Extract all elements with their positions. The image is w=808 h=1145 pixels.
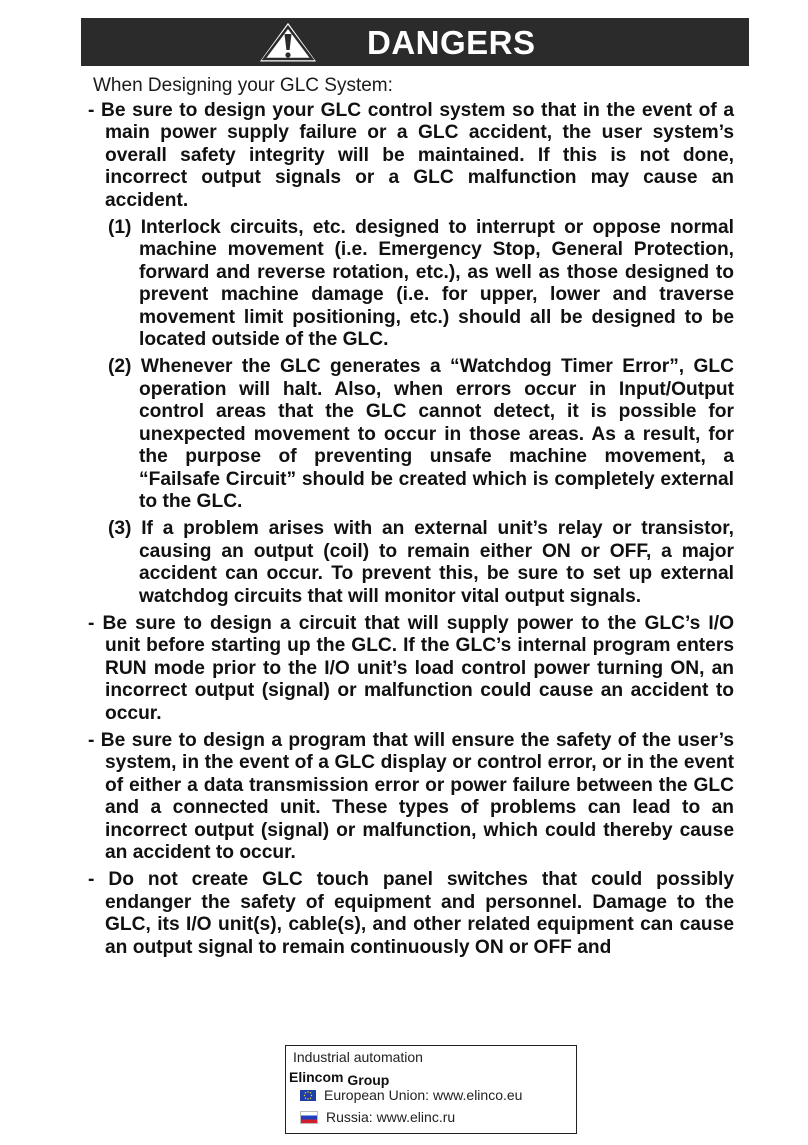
section-intro: When Designing your GLC System: (93, 75, 393, 96)
stamp-eu-link: European Union: www.elinco.eu (324, 1087, 523, 1103)
danger-item-interlock: (1) Interlock circuits, etc. designed to interrupt or oppose normal machine movement (i.e. Emergency Stop, General Protection, forward and reverse rotation, etc.), as well as those designed to prevent machine damage (i.e. for upper, lower and traverse movement limit positioning, etc.) should all be designed to be located outside of the GLC. (108, 217, 734, 351)
stamp-group: Group (347, 1072, 390, 1088)
stamp-ru-row (300, 1109, 455, 1125)
page-title: DANGERS (367, 24, 536, 61)
dangers-list (88, 100, 734, 964)
warning-triangle-icon (257, 20, 319, 64)
distributor-stamp (285, 1045, 577, 1134)
danger-bullet-power-failure: - Be sure to design your GLC control system so that in the event of a main power supply failure or a GLC accident, the user system’s overall safety integrity will be maintained. If this is not done, incorrect output signals or a GLC malfunction may cause an accident. (88, 100, 734, 211)
dangers-banner (81, 18, 749, 66)
danger-bullet-io-power: - Be sure to design a circuit that will supply power to the GLC’s I/O unit before starting up the GLC. If the GLC’s internal program enters RUN mode prior to the I/O unit’s load control power turning ON, an incorrect output (signal) or malfunction could cause an accident to occur. (88, 612, 734, 724)
stamp-eu-row (300, 1087, 522, 1103)
stamp-ru-link: Russia: www.elinc.ru (326, 1109, 456, 1125)
stamp-tagline: Industrial automation (293, 1049, 423, 1065)
danger-item-watchdog: (2) Whenever the GLC generates a “Watchdog Timer Error”, GLC operation will halt. Also, when errors occur in Input/Output control areas that the GLC cannot detect, it is possible for unexpected movement to occur in those areas. As a result, for the purpose of preventing unsafe machine movement, a “Failsafe Circuit” should be created which is completely external to the GLC. (108, 356, 734, 512)
eu-flag-icon (300, 1090, 316, 1101)
stamp-company-name: Elincom (289, 1069, 344, 1085)
danger-bullet-program-safety: - Be sure to design a program that will ensure the safety of the user’s system, in the event of a GLC display or control error, or in the event of either a data transmission error or power failure between the GLC and a connected unit. These types of problems can lead to an incorrect output (signal) or malfunction, which could thereby cause an accident to occur. (88, 729, 734, 863)
stamp-company (289, 1069, 390, 1088)
danger-bullet-touch-switches: - Do not create GLC touch panel switches that could possibly endanger the safety of equipment and personnel. Damage to the GLC, its I/O unit(s), cable(s), and other related equipment can cause an output signal to remain continuously ON or OFF and (88, 869, 734, 958)
russia-flag-icon (300, 1111, 318, 1124)
danger-item-relay: (3) If a problem arises with an external unit’s relay or transistor, causing an output (coil) to remain either ON or OFF, a major accident can occur. To prevent this, be sure to set up external watchdog circuits that will monitor vital output signals. (108, 518, 734, 607)
